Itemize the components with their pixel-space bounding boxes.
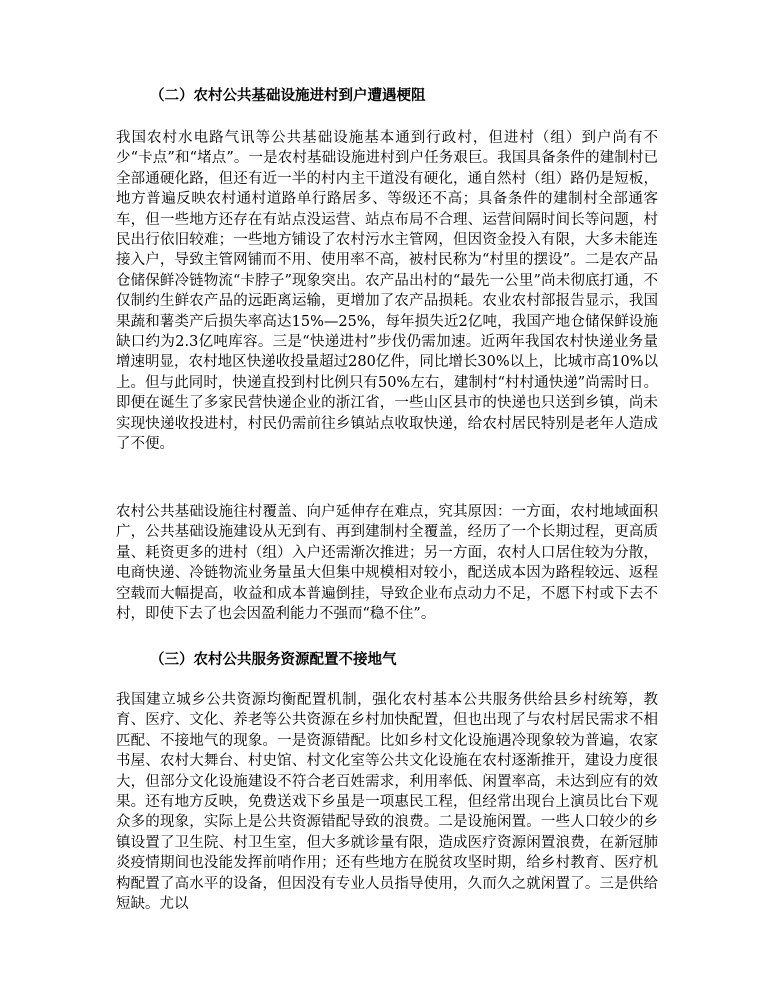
section-heading-rural-public-services: （三）农村公共服务资源配置不接地气 <box>150 651 397 668</box>
section-heading-rural-infrastructure: （二）农村公共基础设施进村到户遭遇梗阻 <box>150 87 426 104</box>
paragraph-public-services-mismatch: 我国建立城乡公共资源均衡配置机制，强化农村基本公共服务供给县乡村统筹，教育、医疗、文化、养老等公共资源在乡村加快配置，但也出现了与农村居民需求不相匹配、不接地气的现象。一是资源错配。比如乡村文化设施遇冷现象较为普遍，农家书屋、农村大舞台、村史馆、村文化室等公共文化设施在农村逐渐推开，建设力度很大，但部分文化设施建设不符合老百姓需求，利用率低、闲置率高，未达到应有的效果。还有地方反映，免费送戏下乡虽是一项惠民工程，但经常出现台上演员比台下观众多的现象，实际上是公共资源错配导致的浪费。二是设施闲置。一些人口较少的乡镇设置了卫生院、村卫生室，但大多就诊量有限，造成医疗资源闲置浪费，在新冠肺炎疫情期间也没能发挥前哨作用；还有些地方在脱贫攻坚时期，给乡村教育、医疗机构配置了高水平的设备，但因没有专业人员指导使用，久而久之就闲置了。三是供给短缺。尤以 <box>116 692 658 913</box>
paragraph-infrastructure-causes: 农村公共基础设施往村覆盖、向户延伸存在难点，究其原因：一方面，农村地域面积广，公共基础设施建设从无到有、再到建制村全覆盖，经历了一个长期过程，更高质量、耗资更多的进村（组）入户还需渐次推进；另一方面，农村人口居住较为分散，电商快递、冷链物流业务量虽大但集中规模相对较小，配送成本因为路程较远、返程空载而大幅提高，收益和成本普遍倒挂，导致企业布点动力不足，不愿下村或下去不村，即使下去了也会因盈利能力不强而“稳不住”。 <box>116 504 658 623</box>
paragraph-infrastructure-bottlenecks: 我国农村水电路气讯等公共基础设施基本通到行政村，但进村（组）到户尚有不少“卡点”和“堵点”。一是农村基础设施进村到户任务艰巨。我国具备条件的建制村已全部通硬化路，但还有近一半的村内主干道没有硬化，通自然村（组）路仍是短板，地方普遍反映农村通村道路单行路居多、等级还不高；具备条件的建制村全部通客车，但一些地方还存在有站点没运营、站点布局不合理、运营间隔时间长等问题，村民出行依旧较难；一些地方铺设了农村污水主管网，但因资金投入有限，大多未能连接入户，导致主管网铺而不用、使用率不高，被村民称为“村里的摆设”。二是农产品仓储保鲜冷链物流“卡脖子”现象突出。农产品出村的“最先一公里”尚未彻底打通，不仅制约生鲜农产品的远距离运输，更增加了农产品损耗。农业农村部报告显示，我国果蔬和薯类产后损失率高达15%—25%，每年损失近2亿吨，我国产地仓储保鲜设施缺口约为2.3亿吨库容。三是“快递进村”步伐仍需加速。近两年我国农村快递业务量增速明显，农村地区快递收投量超过280亿件，同比增长30%以上，比城市高10%以上。但与此同时，快递直投到村比例只有50%左右，建制村“村村通快递”尚需时日。即便在诞生了多家民营快递企业的浙江省，一些山区县市的快递也只送到乡镇，尚未实现快递收投进村，村民仍需前往乡镇站点收取快递，给农村居民特别是老年人造成了不便。 <box>116 130 658 453</box>
